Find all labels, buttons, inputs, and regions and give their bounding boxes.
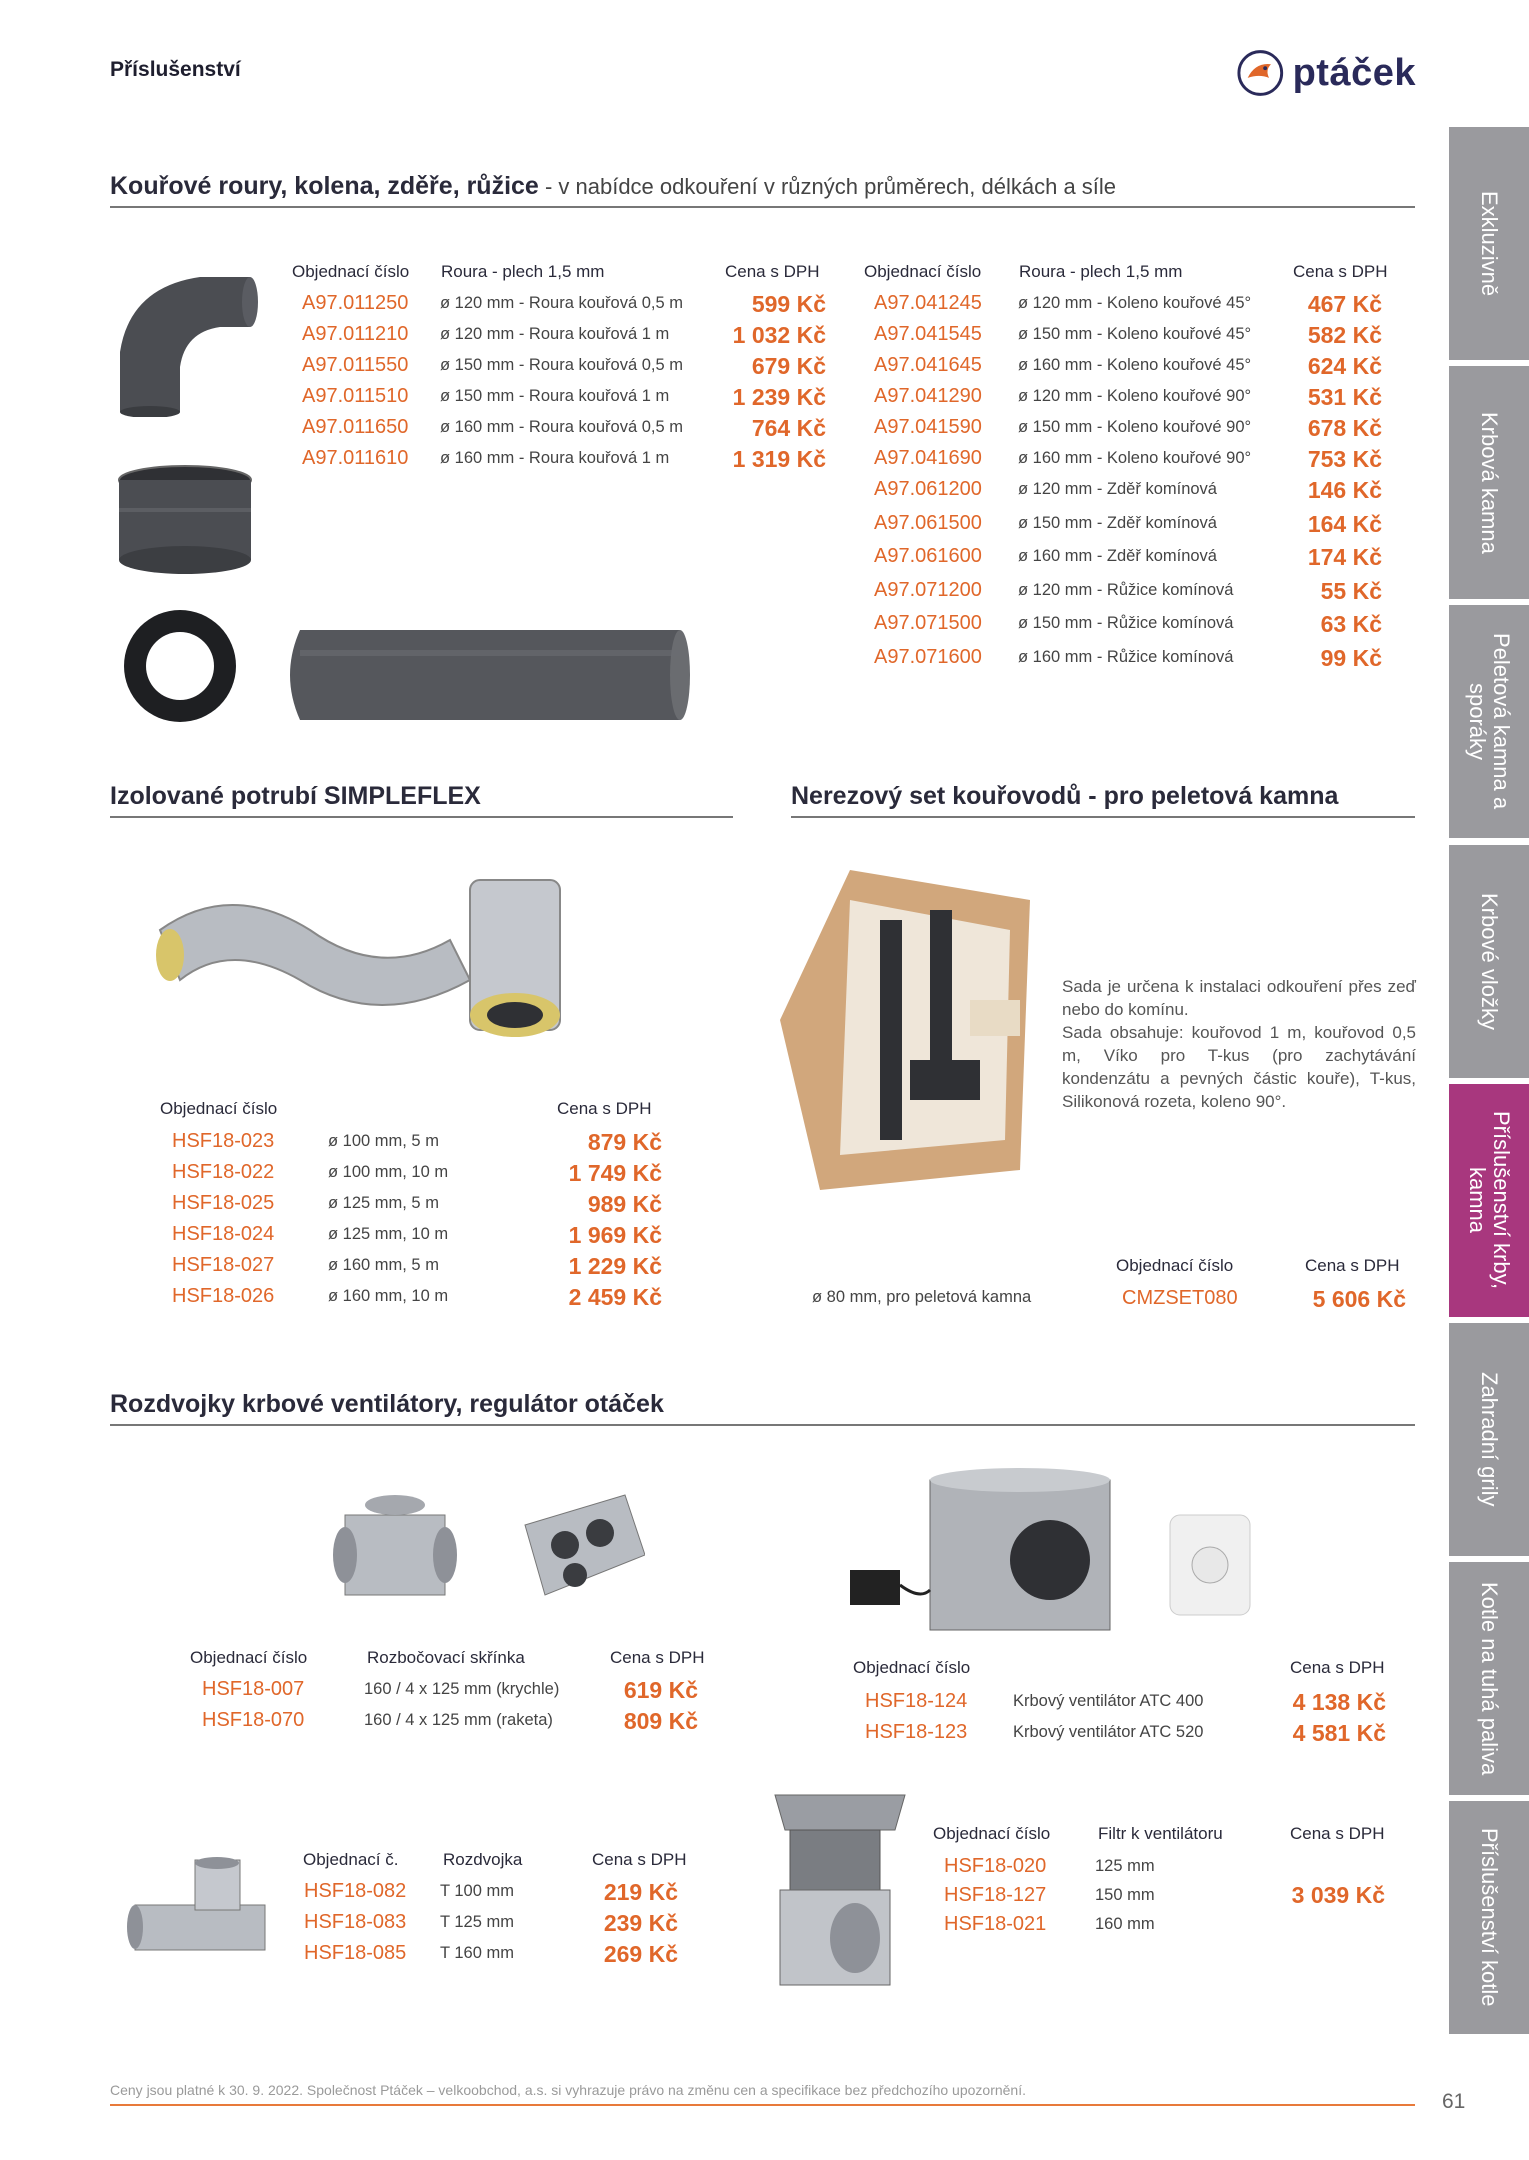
page-number: 61 bbox=[1442, 2090, 1466, 2113]
side-tab-label: Příslušenství krby, kamna bbox=[1465, 1111, 1515, 1290]
product-description: 150 mm bbox=[1095, 1886, 1155, 1904]
straight-pipe-image bbox=[280, 620, 690, 730]
product-code: HSF18-023 bbox=[172, 1130, 275, 1152]
product-description: ø 125 mm, 5 m bbox=[328, 1194, 439, 1212]
product-code: A97.041590 bbox=[874, 416, 982, 438]
product-code: A97.041245 bbox=[874, 292, 982, 314]
side-tab-7[interactable] bbox=[1449, 1562, 1529, 1795]
fan-filter-image bbox=[770, 1790, 910, 1990]
product-description: ø 150 mm - Roura kouřová 0,5 m bbox=[440, 356, 684, 374]
side-tab-8[interactable] bbox=[1449, 1801, 1529, 2034]
product-code: HSF18-123 bbox=[865, 1721, 968, 1743]
product-price: 599 Kč bbox=[751, 291, 826, 317]
filter-price: 3 039 Kč bbox=[1291, 1882, 1385, 1908]
section-title-fans: Rozdvojky krbové ventilátory, regulátor otáček bbox=[110, 1390, 664, 1418]
product-code: HSF18-026 bbox=[172, 1285, 275, 1307]
col-header-price: Cena s DPH bbox=[1290, 1824, 1385, 1843]
product-description: ø 120 mm - Roura kouřová 0,5 m bbox=[440, 294, 684, 312]
product-price: 531 Kč bbox=[1307, 384, 1382, 410]
product-description: ø 120 mm - Zděř komínová bbox=[1018, 480, 1217, 498]
product-description: ø 150 mm - Růžice komínová bbox=[1018, 614, 1234, 632]
product-price: 582 Kč bbox=[1307, 322, 1382, 348]
side-tab-2[interactable] bbox=[1449, 366, 1529, 599]
col-header-price: Cena s DPH bbox=[557, 1099, 652, 1118]
col-header-order-number: Objednací číslo bbox=[160, 1099, 278, 1118]
col-header-material: Roura - plech 1,5 mm bbox=[1019, 262, 1183, 281]
product-description: ø 150 mm - Koleno kouřové 90° bbox=[1018, 418, 1252, 436]
product-description: T 100 mm bbox=[440, 1882, 514, 1900]
product-code: HSF18-007 bbox=[202, 1678, 305, 1700]
product-code: HSF18-025 bbox=[172, 1192, 275, 1214]
col-header-price: Cena s DPH bbox=[610, 1648, 705, 1667]
pellet-flue-set-image bbox=[780, 870, 1040, 1190]
product-description: ø 120 mm - Koleno kouřové 90° bbox=[1018, 387, 1252, 405]
flue-collar-image bbox=[110, 460, 260, 580]
product-code: HSF18-022 bbox=[172, 1161, 275, 1183]
flexible-duct-image bbox=[150, 870, 620, 1045]
product-description: ø 120 mm - Růžice komínová bbox=[1018, 580, 1234, 599]
product-description: Krbový ventilátor ATC 400 bbox=[1013, 1692, 1204, 1710]
col-header-order-number: Objednací číslo bbox=[190, 1648, 308, 1667]
product-code: HSF18-020 bbox=[944, 1855, 1047, 1877]
side-tab-label: Krbové vložky bbox=[1477, 893, 1503, 1030]
product-description: ø 160 mm - Roura kouřová 1 m bbox=[440, 449, 670, 467]
product-price: 753 Kč bbox=[1307, 446, 1382, 472]
product-description: T 160 mm bbox=[440, 1944, 514, 1962]
product-price: 269 Kč bbox=[603, 1941, 678, 1967]
product-code: A97.071600 bbox=[874, 645, 982, 668]
product-price: 55 Kč bbox=[1320, 577, 1382, 604]
bird-logo-icon bbox=[1236, 48, 1285, 98]
product-description: ø 160 mm - Roura kouřová 0,5 m bbox=[440, 418, 684, 436]
col-header-price: Cena s DPH bbox=[1305, 1256, 1400, 1275]
product-price: 174 Kč bbox=[1307, 544, 1382, 570]
col-header-splitter: Rozdvojka bbox=[443, 1850, 523, 1869]
product-code: HSF18-027 bbox=[172, 1254, 275, 1276]
product-price: 989 Kč bbox=[587, 1191, 662, 1217]
product-code: A97.041690 bbox=[874, 447, 982, 469]
product-description: Krbový ventilátor ATC 520 bbox=[1013, 1723, 1204, 1741]
col-header-order-number: Objednací číslo bbox=[853, 1658, 971, 1677]
side-tab-label: Peletová kamna a sporáky bbox=[1465, 633, 1515, 810]
product-price: 99 Kč bbox=[1320, 644, 1382, 671]
product-code: HSF18-085 bbox=[304, 1942, 407, 1964]
col-header-filter: Filtr k ventilátoru bbox=[1098, 1824, 1223, 1843]
product-price: 63 Kč bbox=[1320, 611, 1382, 637]
product-price: 1 749 Kč bbox=[568, 1160, 662, 1186]
col-header-price: Cena s DPH bbox=[592, 1850, 687, 1869]
product-description: ø 160 mm - Růžice komínová bbox=[1018, 647, 1234, 666]
col-header-price: Cena s DPH bbox=[1290, 1658, 1385, 1677]
product-code: A97.011610 bbox=[302, 447, 409, 469]
product-price: 1 969 Kč bbox=[568, 1222, 662, 1248]
product-price: 146 Kč bbox=[1307, 477, 1382, 503]
side-tab-label: Krbová kamna bbox=[1477, 411, 1503, 554]
side-tab-label: Exkluzivně bbox=[1477, 190, 1503, 297]
side-tab-4[interactable] bbox=[1449, 845, 1529, 1078]
side-tab-label: Příslušenství kotle bbox=[1477, 1828, 1503, 2007]
set-desc: ø 80 mm, pro peletová kamna bbox=[812, 1288, 1032, 1306]
product-code: A97.011550 bbox=[302, 354, 409, 376]
side-tab-label: Kotle na tuhá paliva bbox=[1477, 1581, 1503, 1776]
section-rule bbox=[110, 816, 733, 818]
col-header-price: Cena s DPH bbox=[1293, 262, 1388, 281]
product-description: ø 150 mm - Koleno kouřové 45° bbox=[1018, 325, 1252, 343]
product-price: 879 Kč bbox=[587, 1129, 662, 1155]
set-price: 5 606 Kč bbox=[1312, 1286, 1406, 1312]
side-tab-3[interactable] bbox=[1449, 605, 1529, 838]
product-code: A97.011250 bbox=[302, 292, 409, 314]
col-header-order-number: Objednací č. bbox=[303, 1850, 399, 1869]
col-header-price: Cena s DPH bbox=[725, 262, 820, 281]
product-code: A97.071200 bbox=[874, 578, 982, 601]
product-price: 1 032 Kč bbox=[732, 322, 826, 348]
side-tab-5[interactable] bbox=[1449, 1084, 1529, 1317]
product-description: ø 160 mm - Zděř komínová bbox=[1018, 547, 1217, 565]
col-header-order-number: Objednací číslo bbox=[933, 1824, 1051, 1843]
product-description: ø 120 mm - Roura kouřová 1 m bbox=[440, 325, 670, 343]
col-header-box: Rozbočovací skřínka bbox=[367, 1648, 525, 1667]
footer-note: Ceny jsou platné k 30. 9. 2022. Společnost Ptáček – velkoobchod, a.s. si vyhrazuje právo na změnu cen a specifikace bez předchozího upozornění. bbox=[110, 2082, 1027, 2098]
side-tab-label: Zahradní grily bbox=[1477, 1372, 1503, 1507]
product-code: HSF18-083 bbox=[304, 1911, 407, 1933]
product-code: A97.011210 bbox=[302, 323, 409, 345]
product-price: 2 459 Kč bbox=[568, 1284, 662, 1310]
product-code: A97.061600 bbox=[874, 545, 982, 567]
set-description: Sada je určena k instalaci odkouření přes zeď nebo do komínu. Sada obsahuje: kouřovod 1 m, kouřovod 0,5 m, Víko pro T-kus (pro zachytávání kondenzátu a pevných částic kouře), T-kus, Silikonová rozeta, koleno 90°. bbox=[1062, 977, 1416, 1111]
product-description: ø 160 mm, 10 m bbox=[328, 1287, 449, 1305]
product-code: A97.011650 bbox=[302, 416, 409, 438]
product-price: 679 Kč bbox=[751, 353, 826, 379]
product-code: HSF18-127 bbox=[944, 1884, 1047, 1906]
product-description: ø 100 mm, 10 m bbox=[328, 1163, 449, 1181]
section-rule bbox=[110, 1424, 1415, 1426]
product-price: 624 Kč bbox=[1307, 353, 1382, 379]
product-description: 160 / 4 x 125 mm (raketa) bbox=[364, 1711, 553, 1729]
product-description: 125 mm bbox=[1095, 1857, 1155, 1875]
product-code: A97.071500 bbox=[874, 612, 982, 634]
side-tab-1[interactable] bbox=[1449, 127, 1529, 360]
elbow-pipe-image bbox=[110, 272, 260, 417]
ptacek-logo[interactable] bbox=[1236, 44, 1416, 102]
product-code: HSF18-124 bbox=[865, 1690, 968, 1712]
product-description: ø 160 mm, 5 m bbox=[328, 1256, 439, 1274]
product-code: HSF18-024 bbox=[172, 1223, 275, 1245]
set-code: CMZSET080 bbox=[1122, 1287, 1238, 1309]
rosette-image bbox=[120, 606, 240, 726]
distribution-box-image bbox=[325, 1485, 645, 1615]
product-description: ø 150 mm - Zděř komínová bbox=[1018, 513, 1217, 532]
t-splitter-image bbox=[125, 1855, 275, 1965]
section-title-stainless-set: Nerezový set kouřovodů - pro peletová kamna bbox=[791, 782, 1339, 810]
product-price: 1 229 Kč bbox=[568, 1253, 662, 1279]
product-code: HSF18-021 bbox=[944, 1913, 1047, 1935]
product-description: T 125 mm bbox=[440, 1913, 514, 1931]
product-price: 219 Kč bbox=[603, 1879, 678, 1905]
footer-rule bbox=[110, 2104, 1415, 2106]
col-header-order-number: Objednací číslo bbox=[1116, 1256, 1234, 1275]
product-description: ø 120 mm - Koleno kouřové 45° bbox=[1018, 294, 1252, 312]
product-price: 4 581 Kč bbox=[1292, 1720, 1386, 1746]
product-code: A97.061500 bbox=[874, 511, 982, 534]
product-price: 1 239 Kč bbox=[732, 384, 826, 410]
product-code: A97.041645 bbox=[874, 354, 982, 376]
product-price: 619 Kč bbox=[623, 1677, 698, 1703]
product-description: ø 160 mm - Koleno kouřové 90° bbox=[1018, 449, 1252, 467]
col-header-order-number: Objednací číslo bbox=[292, 262, 410, 281]
product-price: 164 Kč bbox=[1307, 510, 1382, 537]
product-description: ø 125 mm, 10 m bbox=[328, 1225, 449, 1243]
product-price: 809 Kč bbox=[623, 1708, 698, 1734]
product-code: HSF18-082 bbox=[304, 1880, 407, 1902]
product-price: 4 138 Kč bbox=[1292, 1689, 1386, 1715]
product-price: 764 Kč bbox=[751, 415, 826, 441]
product-code: A97.011510 bbox=[302, 385, 409, 407]
product-description: ø 150 mm - Roura kouřová 1 m bbox=[440, 387, 670, 405]
section-rule bbox=[110, 206, 1415, 208]
product-price: 678 Kč bbox=[1307, 415, 1382, 441]
section-subtitle: - v nabídce odkouření v různých průměrech, délkách a síle bbox=[538, 174, 1117, 199]
page-section-title: Příslušenství bbox=[110, 58, 241, 81]
product-description: 160 mm bbox=[1095, 1915, 1155, 1933]
side-tab-6[interactable] bbox=[1449, 1323, 1529, 1556]
fireplace-fan-image bbox=[840, 1460, 1140, 1640]
product-price: 467 Kč bbox=[1307, 291, 1382, 317]
product-code: A97.061200 bbox=[874, 478, 982, 500]
speed-regulator-image bbox=[1165, 1510, 1255, 1620]
logo-text: ptáček bbox=[1292, 51, 1416, 94]
product-code: HSF18-070 bbox=[202, 1709, 305, 1731]
product-price: 1 319 Kč bbox=[732, 446, 826, 472]
section-title-text: Kouřové roury, kolena, zděře, růžice bbox=[110, 172, 539, 200]
col-header-material: Roura - plech 1,5 mm bbox=[441, 262, 605, 281]
product-description: ø 100 mm, 5 m bbox=[328, 1132, 439, 1150]
section-title-simpleflex: Izolované potrubí SIMPLEFLEX bbox=[110, 782, 481, 810]
section-rule bbox=[791, 816, 1415, 818]
product-price: 239 Kč bbox=[603, 1910, 678, 1936]
product-description: 160 / 4 x 125 mm (krychle) bbox=[364, 1680, 560, 1698]
product-code: A97.041290 bbox=[874, 385, 982, 407]
product-code: A97.041545 bbox=[874, 323, 982, 345]
col-header-order-number: Objednací číslo bbox=[864, 262, 982, 281]
product-description: ø 160 mm - Koleno kouřové 45° bbox=[1018, 356, 1252, 374]
section-title-pipes bbox=[110, 172, 1116, 201]
